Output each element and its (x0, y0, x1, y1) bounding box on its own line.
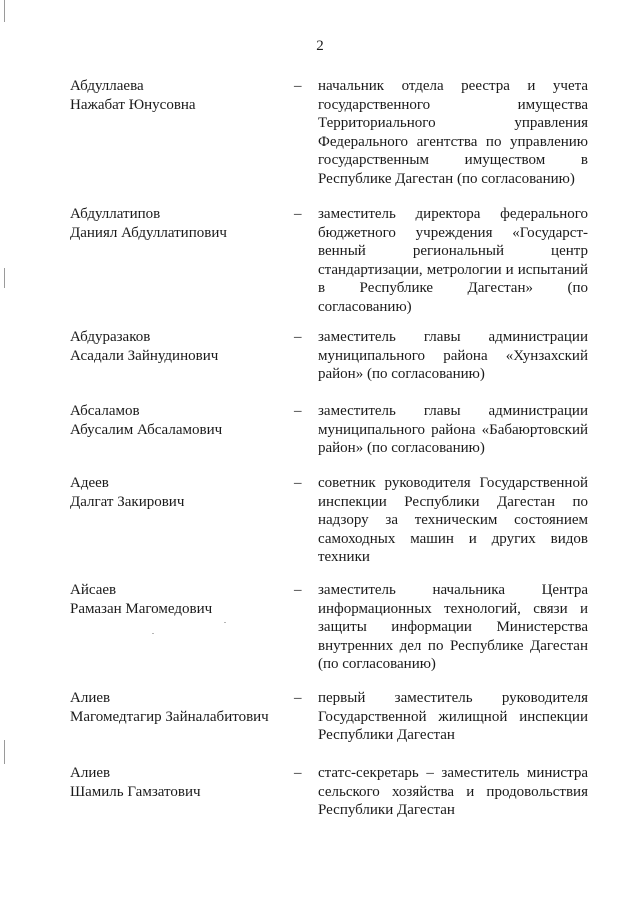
person-name (70, 77, 285, 114)
surname: Адеев (70, 475, 109, 491)
surname: Айсаев (70, 582, 117, 598)
surname: Абдуллатипов (70, 206, 161, 222)
person-name (70, 328, 285, 365)
separator-dash: – (294, 690, 302, 706)
given-name: Даниял Абдуллатипович (70, 224, 227, 241)
surname: Алиев (70, 690, 111, 706)
scan-edge-mark (4, 268, 5, 288)
position-text: заместитель главы администрации муниципального района «Хунзахский район» (по согласованию) (318, 329, 588, 382)
surname: Абдуллаева (70, 78, 144, 94)
position-text: начальник отдела реестра и учета государственного имущества Территориального управления Федерального агентства по управлению государственным имуществом в Республике Дагестан (по согласованию) (318, 78, 588, 187)
person-name (70, 205, 285, 242)
separator-dash: – (294, 475, 302, 491)
separator-dash: – (294, 582, 302, 598)
position-text: советник руководителя Государственной инспекции Республики Дагестан по надзору за техническим состоянием самоходных машин и других видов техники (318, 475, 588, 565)
person-name (70, 689, 285, 726)
position-text: статс-секретарь – заместитель министра сельского хозяйства и продовольствия Республики Дагестан (318, 765, 588, 818)
position-text: первый заместитель руководителя Государственной жилищной инспекции Республики Дагестан (318, 690, 588, 743)
given-name: Рамазан Магомедович (70, 600, 213, 617)
person-name (70, 402, 285, 439)
person-name (70, 581, 285, 618)
surname: Абдуразаков (70, 329, 151, 345)
separator-dash: – (294, 403, 302, 419)
given-name: Шамиль Гамзатович (70, 783, 201, 800)
given-name: Абусалим Абсаламович (70, 421, 223, 438)
scan-edge-mark (4, 740, 5, 764)
person-name (70, 764, 285, 801)
separator-dash: – (294, 765, 302, 781)
position-text: заместитель директора федерального бюджетного учреждения «Государст-венный региональный центр стандартизации, метрологии и испытаний в Республике Дагестан» (по согласованию) (318, 206, 588, 315)
surname: Абсаламов (70, 403, 140, 419)
page-number: 2 (316, 38, 324, 54)
separator-dash: – (294, 206, 302, 222)
surname: Алиев (70, 765, 111, 781)
scan-edge-mark (4, 0, 5, 22)
scan-speck (152, 633, 154, 634)
scan-speck (224, 622, 226, 623)
given-name: Асадали Зайнудинович (70, 347, 219, 364)
separator-dash: – (294, 78, 302, 94)
person-name (70, 474, 285, 511)
given-name: Магомедтагир Зайналабитович (70, 708, 269, 725)
given-name: Нажабат Юнусовна (70, 96, 196, 113)
position-text: заместитель главы администрации муниципального района «Бабаюртовский район» (по согласованию) (318, 403, 588, 456)
position-text: заместитель начальника Центра информационных технологий, связи и защиты информации Министерства внутренних дел по Республике Дагестан (по согласованию) (318, 582, 588, 672)
given-name: Далгат Закирович (70, 493, 185, 510)
separator-dash: – (294, 329, 302, 345)
